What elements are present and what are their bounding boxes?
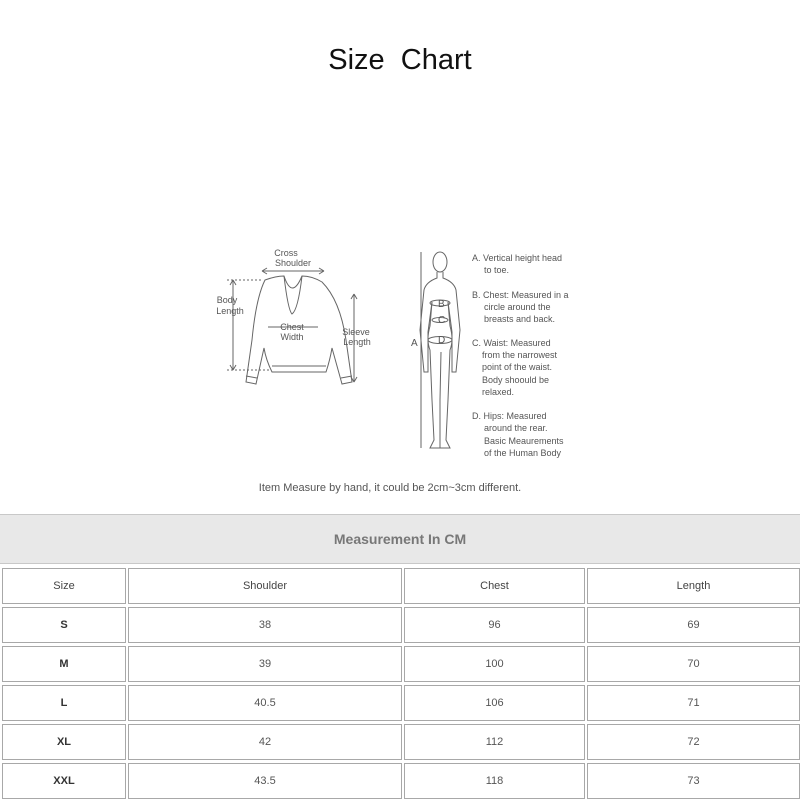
column-header-length: Length (587, 568, 800, 604)
length-cell: 70 (587, 646, 800, 682)
size-cell: S (2, 607, 126, 643)
size-cell: XL (2, 724, 126, 760)
table-row (2, 607, 800, 643)
table-row (2, 646, 800, 682)
measurement-legend (472, 253, 569, 458)
cross-shoulder-label-2: Shoulder (274, 258, 312, 268)
size-cell: M (2, 646, 126, 682)
legend-c-line-5: relaxed. (482, 387, 515, 397)
table-row (2, 763, 800, 799)
sleeve-length-label-2: Length (343, 337, 371, 347)
legend-c-line-3: point of the waist. (482, 362, 553, 372)
column-header-chest: Chest (404, 568, 585, 604)
marker-d: D (438, 335, 446, 346)
column-header-row (2, 568, 800, 604)
chest-cell: 112 (404, 724, 585, 760)
length-cell: 73 (587, 763, 800, 799)
shoulder-cell: 40.5 (128, 685, 402, 721)
chest-width-label-2: Width (280, 332, 304, 342)
size-cell: XXL (2, 763, 126, 799)
column-header-size: Size (2, 568, 126, 604)
column-header-shoulder: Shoulder (128, 568, 402, 604)
legend-a-line-1: A. Vertical height head (472, 253, 563, 263)
chest-cell: 100 (404, 646, 585, 682)
page-title: Size Chart (328, 44, 472, 76)
chest-cell: 118 (404, 763, 585, 799)
marker-b: B (438, 299, 445, 310)
legend-b-line-2: circle around the (484, 302, 551, 312)
legend-d-line-3: Basic Meaurements (484, 436, 564, 446)
legend-b-line-3: breasts and back. (484, 314, 556, 324)
size-cell: L (2, 685, 126, 721)
sweater-labels (216, 248, 371, 347)
marker-a: A (411, 338, 418, 349)
shoulder-cell: 43.5 (128, 763, 402, 799)
chest-cell: 96 (404, 607, 585, 643)
chest-width-label-1: Chest (280, 322, 304, 332)
legend-b-line-1: B. Chest: Measured in a (472, 290, 569, 300)
table-row (2, 724, 800, 760)
legend-d-line-1: D. Hips: Measured (472, 411, 547, 421)
shoulder-cell: 39 (128, 646, 402, 682)
legend-d-line-4: of the Human Body (484, 448, 562, 458)
legend-a-line-2: to toe. (484, 265, 510, 275)
shoulder-cell: 42 (128, 724, 402, 760)
length-cell: 72 (587, 724, 800, 760)
length-cell: 69 (587, 607, 800, 643)
shoulder-cell: 38 (128, 607, 402, 643)
sleeve-length-label-1: Sleeve (342, 327, 370, 337)
size-grid (0, 565, 800, 802)
table-header: Measurement In CM (0, 514, 800, 564)
measure-note: Item Measure by hand, it could be 2cm~3cm different. (258, 482, 522, 494)
legend-c-line-1: C. Waist: Measured (472, 338, 551, 348)
size-table (0, 514, 800, 800)
length-cell: 71 (587, 685, 800, 721)
chest-cell: 106 (404, 685, 585, 721)
body-length-label-2: Length (216, 306, 244, 316)
cross-shoulder-label-1: Cross (274, 248, 298, 258)
table-row (2, 685, 800, 721)
body-length-label-1: Body (216, 295, 238, 305)
legend-d-line-2: around the rear. (484, 423, 548, 433)
legend-c-line-4: Body shoould be (482, 375, 550, 385)
marker-c: C (438, 315, 446, 326)
legend-c-line-2: from the narrowest (482, 350, 558, 360)
human-figure (420, 252, 460, 448)
